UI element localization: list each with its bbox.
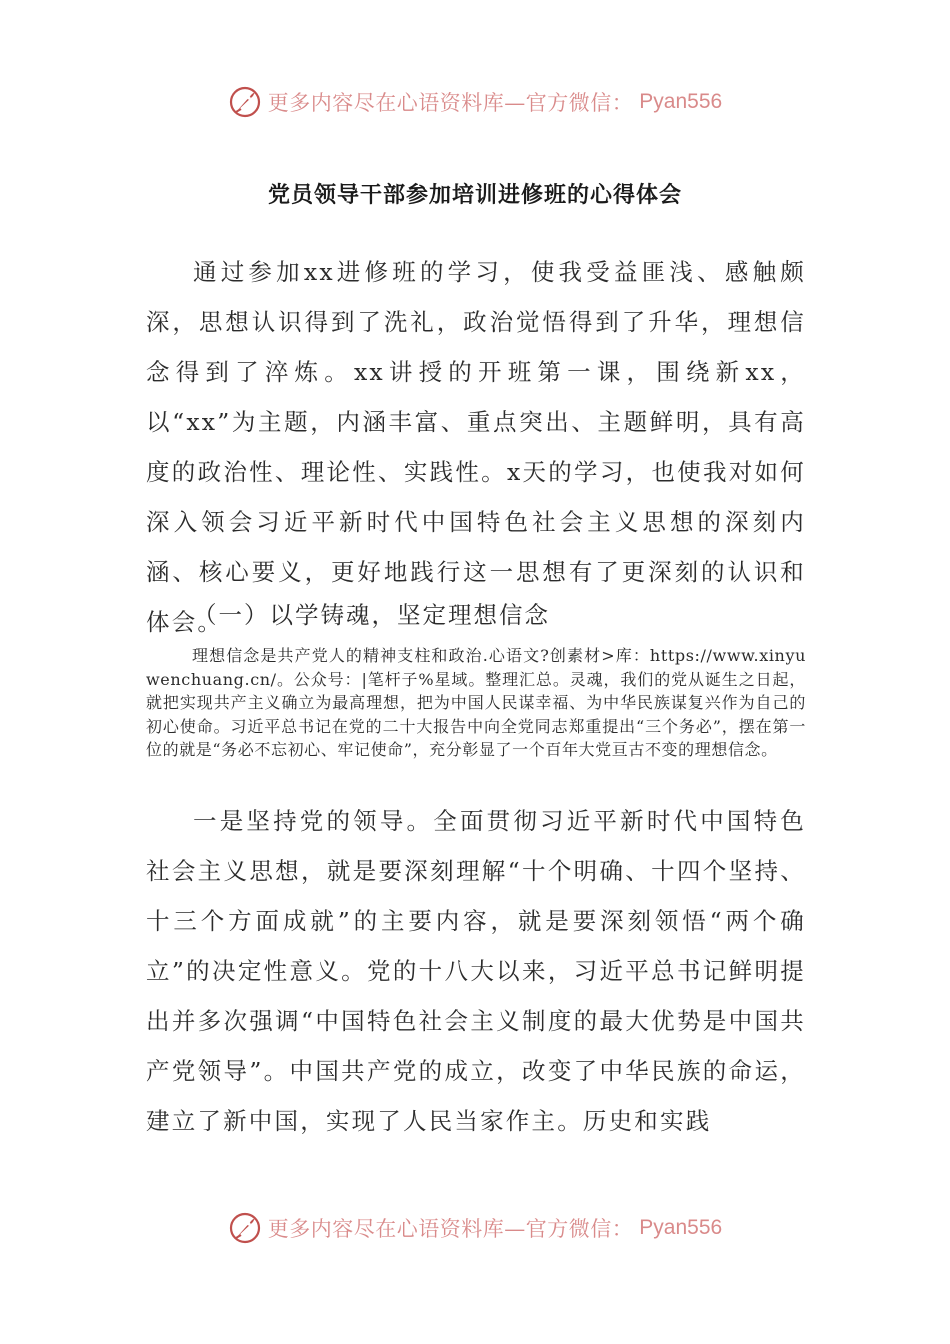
- document-title: 党员领导干部参加培训进修班的心得体会: [267, 183, 682, 208]
- quill-pen-logo-icon: [228, 1211, 262, 1245]
- body-paragraph-2: 一是坚持党的领导。全面贯彻习近平新时代中国特色社会主义思想，就是要深刻理解“十个明确、十四个坚持、十三个方面成就”的主要内容，就是要深刻领悟“两个确立”的决定性意义。党的十八大以来，习近平总书记鲜明提出并多次强调“中国特色社会主义制度的最大优势是中国共产党领导”。中国共产党的成立，改变了中华民族的命运，建立了新中国，实现了人民当家作主。历史和实践: [146, 807, 806, 1135]
- watermark-wechat-id: Pyan556: [639, 1216, 723, 1239]
- body-paragraph-1: 通过参加xx进修班的学习，使我受益匪浅、感触颇深，思想认识得到了洗礼，政治觉悟得到了升华，理想信念得到了淬炼。xx讲授的开班第一课，围绕新xx，以“xx”为主题，内涵丰富、重点突出、主题鲜明，具有高度的政治性、理论性、实践性。x天的学习，也使我对如何深入领会习近平新时代中国特色社会主义思想的深刻内涵、核心要义，更好地践行这一思想有了更深刻的认识和体会。: [146, 258, 806, 636]
- body-paragraph-small: 理想信念是共产党人的精神支柱和政治.心语文?创素材>库：https://www.xinyuwenchuang.cn/。公众号：|笔杆子%星域。整理汇总。灵魂，我们的党从诞生之日起，就把实现共产主义确立为最高理想，把为中国人民谋幸福、为中华民族谋复兴作为自己的初心使命。习近平总书记在党的二十大报告中向全党同志郑重提出“三个务必”，摆在第一位的就是“务必不忘初心、牢记使命”，充分彰显了一个百年大党亘古不变的理想信念。: [146, 646, 806, 759]
- watermark-wechat-id: Pyan556: [639, 90, 723, 113]
- watermark-text: 更多内容尽在心语资料库—官方微信：: [267, 91, 634, 115]
- section-heading-1: （一）以学铸魂，坚定理想信念: [193, 601, 550, 629]
- footer-watermark: [0, 1208, 950, 1248]
- watermark-text: 更多内容尽在心语资料库—官方微信：: [267, 1217, 634, 1241]
- quill-pen-logo-icon: [228, 85, 262, 119]
- header-watermark: [0, 82, 950, 122]
